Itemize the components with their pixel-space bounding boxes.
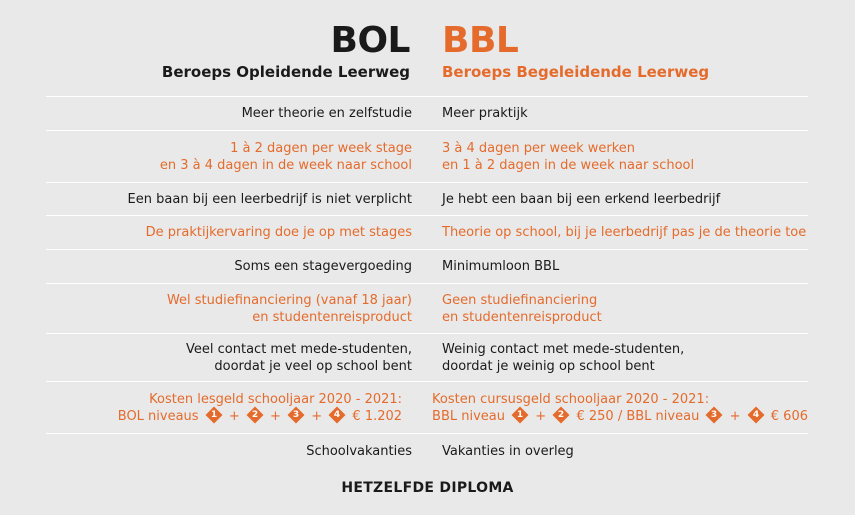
bbl-cell: Meer praktijk bbox=[442, 106, 528, 121]
bbl-cell: Theorie op school, bij je leerbedrijf pas je de theorie toe bbox=[442, 225, 807, 240]
comparison-row bbox=[46, 283, 808, 333]
bbl-cell: 3 à 4 dagen per week werken en 1 à 2 dagen in de week naar school bbox=[442, 140, 695, 173]
comparison-row bbox=[46, 215, 808, 249]
bol-cell: 1 à 2 dagen per week stage en 3 à 4 dagen in de week naar school bbox=[159, 140, 412, 173]
level-2-badge: 2 bbox=[553, 406, 570, 423]
level-1-badge: 1 bbox=[205, 406, 222, 423]
level-4-badge: 4 bbox=[747, 406, 764, 423]
comparison-row bbox=[46, 249, 808, 283]
bol-subtitle: Beroeps Opleidende Leerweg bbox=[161, 63, 410, 81]
bol-cell: Een baan bij een leerbedrijf is niet verplicht bbox=[127, 191, 412, 207]
bol-cost-cell: Kosten lesgeld schooljaar 2020 - 2021: BOL niveaus 1 + 2 + 3 + 4 € 1.202 bbox=[117, 391, 403, 424]
bol-title: BOL bbox=[330, 20, 410, 61]
bbl-cell: Minimumloon BBL bbox=[442, 259, 560, 274]
comparison-row bbox=[46, 333, 808, 381]
comparison-row bbox=[46, 433, 808, 469]
bol-cell: De praktijkervaring doe je op met stages bbox=[145, 225, 412, 240]
bbl-cell: Je hebt een baan bij een erkend leerbedrijf bbox=[442, 191, 721, 207]
bol-cell: Meer theorie en zelfstudie bbox=[241, 106, 412, 121]
footer-diploma: HETZELFDE DIPLOMA bbox=[341, 480, 514, 496]
level-1-badge: 1 bbox=[512, 406, 529, 423]
level-3-badge: 3 bbox=[706, 406, 723, 423]
bol-cell: Wel studiefinanciering (vanaf 18 jaar) en studentenreisproduct bbox=[166, 292, 412, 325]
bol-cell: Veel contact met mede-studenten, doordat je veel op school bent bbox=[186, 341, 412, 374]
bol-header bbox=[162, 20, 410, 82]
comparison-row bbox=[46, 130, 808, 182]
bol-cell: Schoolvakanties bbox=[306, 444, 412, 459]
level-3-badge: 3 bbox=[288, 406, 305, 423]
bol-cell: Soms een stagevergoeding bbox=[234, 259, 412, 274]
level-2-badge: 2 bbox=[246, 406, 263, 423]
bbl-title: BBL bbox=[442, 20, 519, 61]
level-4-badge: 4 bbox=[329, 406, 346, 423]
bbl-cell: Geen studiefinanciering en studentenreisproduct bbox=[442, 292, 602, 325]
comparison-row bbox=[46, 96, 808, 130]
bbl-subtitle: Beroeps Begeleidende Leerweg bbox=[442, 63, 710, 81]
bbl-cell: Weinig contact met mede-studenten, doordat je weinig op school bent bbox=[442, 341, 685, 374]
bbl-header bbox=[442, 20, 709, 82]
comparison-row bbox=[46, 182, 808, 215]
bbl-cost-cell: Kosten cursusgeld schooljaar 2020 - 2021: BBL niveau 1 + 2 € 250 / BBL niveau 3 + 4 € 606 bbox=[432, 391, 808, 424]
cost-row bbox=[46, 381, 808, 433]
bbl-cell: Vakanties in overleg bbox=[442, 444, 574, 459]
comparison-table bbox=[46, 96, 808, 469]
